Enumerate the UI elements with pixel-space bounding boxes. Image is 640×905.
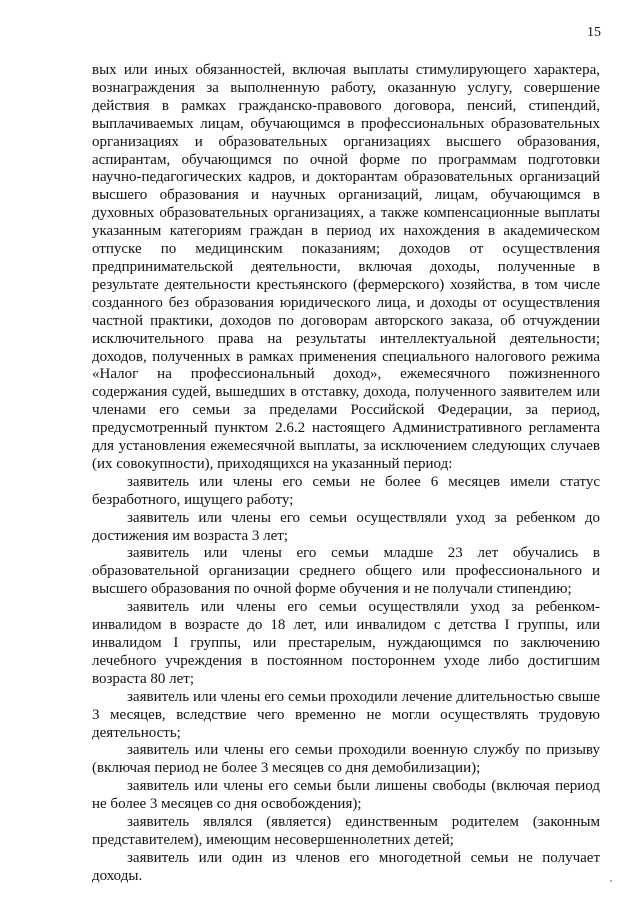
paragraph-lead: вых или иных обязанностей, включая выплаты стимулирующего характера, вознаграждения за выполненную работу, оказанную услугу, совершение действия в рамках гражданско-правового договора, пенсий, стипендий, выплачиваемых лицам, обучающимся в профессиональных образовательных организациях и образовательных организациях высшего образования, аспирантам, обучающимся по очной форме по программам подготовки научно-педагогических кадров, и докторантам образовательных организаций высшего образования и научных организаций, лицам, обучающимся в духовных образовательных организациях, а также компенсационные выплаты указанным категориям граждан в период их нахождения в академическом отпуске по медицинским показаниям; доходов от осуществления предпринимательской деятельности, включая доходы, полученные в результате деятельности крестьянского (фермерского) хозяйства, в том числе созданного без образования юридического лица, и доходы от осуществления частной практики, доходов по договорам авторского заказа, об отчуждении исключительного права на результаты интеллектуальной деятельности; доходов, полученных в рамках применения специального налогового режима «Налог на профессиональный доход», ежемесячного пожизненного содержания судей, вышедших в отставку, дохода, полученного заявителем или членами его семьи за пределами Российской Федерации, за период, предусмотренный пунктом 2.6.2 настоящего Административного регламента для установления ежемесячной выплаты, за исключением следующих случаев (их совокупности), приходящихся на указанный период: xyxy=(92,62,600,472)
list-item: заявитель или один из членов его многодетной семьи не получает доходы. xyxy=(92,849,600,884)
list-item: заявитель или члены его семьи осуществляли уход за ребенком-инвалидом в возрасте до 18 лет, или инвалидом с детства I группы, или инвалидом I группы, или престарелым, нуждающимся по заключению лечебного учреждения в постоянном постороннем уходе либо достигшим возраста 80 лет; xyxy=(92,599,600,687)
list-item: заявитель или члены его семьи осуществляли уход за ребенком до достижения им возраста 3 лет; xyxy=(92,509,600,544)
list-item: заявитель являлся (является) единственным родителем (законным представителем), имеющим несовершеннолетних детей; xyxy=(92,814,600,848)
scan-speck xyxy=(610,880,612,882)
list-item: заявитель или члены его семьи проходили лечение длительностью свыше 3 месяцев, вследствие чего временно не могли осуществлять трудовую деятельность; xyxy=(92,688,600,741)
list-item: заявитель или члены его семьи были лишены свободы (включая период не более 3 месяцев со дня освобождения); xyxy=(92,778,600,813)
list-item: заявитель или члены его семьи не более 6 месяцев имели статус безработного, ищущего работу; xyxy=(92,473,600,508)
page-number: 15 xyxy=(587,25,601,40)
list-item: заявитель или члены его семьи проходили военную службу по призыву (включая период не более 3 месяцев со дня демобилизации); xyxy=(92,742,600,777)
list-item: заявитель или члены его семьи младше 23 лет обучались в образовательной организации среднего общего или профессионального и высшего образования по очной форме обучения и не получали стипендию; xyxy=(92,545,600,598)
document-body xyxy=(92,62,600,886)
